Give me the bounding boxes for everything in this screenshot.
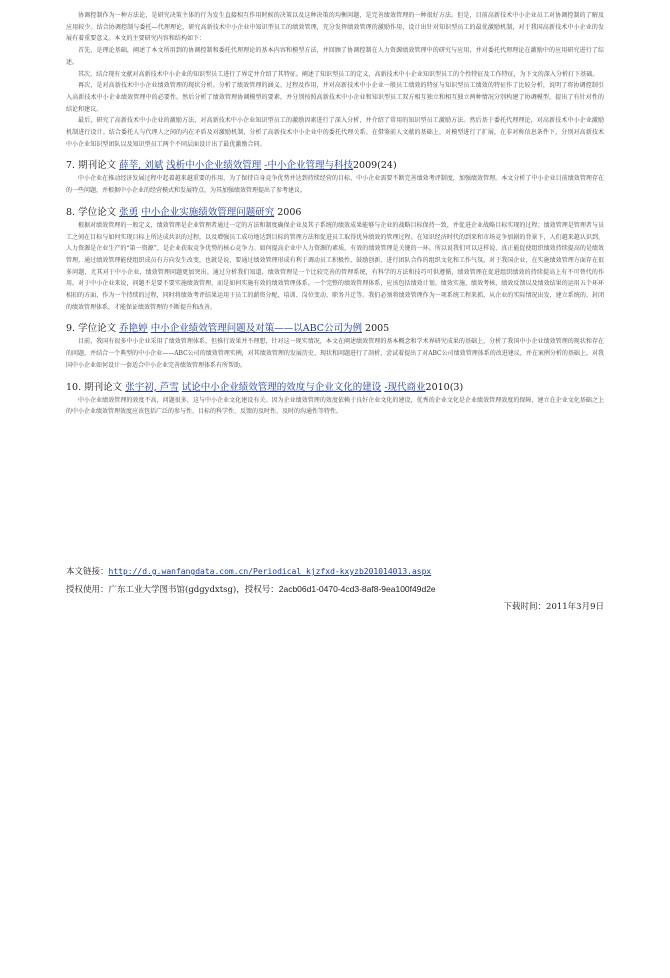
intro-paragraph: 协调控制作为一种方法论，是研究决策主体的行为发生直接相互作用时候的决策以及这种决策的均衡问题，是完善绩效管理的一种很好方法。但是，目前高新技术中小企业员工对协调控制的了解及应用较少。结合协调控制与委托—代理理论，研究高新技术中小企业中知识型员工的绩效管理，充分发挥绩效管理的激励作用，设计出针对知识型员工的最优激励机制，对于我国高新技术中小企业的发展有着重要意义。本文的主要研究内容和结构如下： (66, 12, 604, 43)
entry-type: 学位论文 (78, 206, 117, 218)
authorization-line (66, 581, 604, 599)
entry-abstract: 中小企业绩效管理的效度不高，问题很多，这与中小企业文化建设有关。因为企业绩效管理的效度依赖于良好企业文化的建设，优秀的企业文化是企业绩效管理效度的保障，建立在企业文化基础之上的中小企业绩效管理效度应该包括广泛的参与性、目标的科学性、反馈的及时性、及时的沟通性等特性。 (66, 396, 604, 416)
entry-abstract: 中小企业在推动经济发展过程中起着越来越重要的作用，为了保持自身竞争优势并达到持续经营的目标，中小企业需要不断完善绩效考评制度，加强绩效管理。本文分析了中小企业目前绩效管理存在的一些问题，并根据中小企业的经营模式和发展特点，为其加强绩效管理提出了参考建议。 (66, 175, 604, 195)
entry-source-link[interactable]: -中小企业管理与科技 (264, 160, 353, 172)
download-time-value: 2011年3月9日 (546, 602, 604, 612)
entry-type: 期刊论文 (84, 381, 123, 393)
download-time-line (66, 599, 604, 616)
intro-section (66, 10, 604, 150)
entry-title-link[interactable]: 浅析中小企业绩效管理 (166, 160, 262, 172)
reference-entry (66, 206, 604, 314)
article-link[interactable]: http://d.g.wanfangdata.com.cn/Periodical_kjzfxd-kxyzb201014013.aspx (108, 567, 432, 576)
authorization-label: 授权使用： (66, 585, 109, 595)
reference-entry (66, 381, 604, 418)
entry-abstract: 根据对绩效管理的一般定义，绩效管理是企业管理者通过一定的方法和制度确保企业及其子系统的绩效成果能够与企业的战略目标保持一致，并促进企业战略目标实现的过程；绩效管理是管理者与员工之间在目标与如何实现目标上所达成共识的过程，以及增强员工成功地达到目标的管理方法和促进员工取得优异绩效的管理过程。在知识经济时代的到来和市场竞争加剧的背景下，人们越来越认识到，人力资源是企业生产的“第一资源”，是企业获取竞争优势的核心竞争力。如何提高企业中人力资源的素质，有效的绩效管理是关键的一环。所以说我们可以这样说，真正能促使组织绩效持续提高的是绩效管理，通过绩效管理能使组织成员有方向发生改变，也就是说，要通过绩效管理形成有利于调动员工积极性、鼓励创新、进行团队合作的组织文化和工作气氛。对于我国企业，在实施绩效管理方面存在很多问题，尤其对于中小企业，绩效管理问题更加突出。通过分析我们知道，绩效管理是一个比较完善的管理系统，有科学的方法和技巧可供遵循，绩效管理在促进组织绩效的持续提高上有不可替代的作用。对于中小企业来说，问题不是要不要实施绩效管理，而是如何实施有效的绩效管理体系。一个完整的绩效管理体系，应该包括绩效计划、绩效实施、绩效考核、绩效反馈以及绩效结果的运用五个环环相扣的方面，作为一个持续的过程，同时将绩效考评结果运用于员工的薪资分配、培训、岗位变动、职务升迁等。我们必须将绩效管理作为一项系统工程来抓，从企业的实际情况出发，建立系统的、封闭的绩效管理体系，才能保证绩效管理的不断提升和改善。 (66, 221, 604, 311)
entry-heading (66, 381, 604, 394)
intro-paragraph: 其次，结合现有文献对高新技术中小企业的知识型员工进行了界定并介绍了其特征。阐述了知识型员工的定义，高新技术中小企业知识型员工的个性特征及工作特征，为下文的深入分析打下基础。 (78, 70, 599, 78)
entry-type: 期刊论文 (78, 160, 117, 172)
authorization-code: 2acb06d1-0470-4cd3-8af8-9ea100f49d2e (278, 584, 436, 594)
entry-authors-link[interactable]: 薛莘, 刘斌 (119, 160, 164, 172)
entry-title-link[interactable]: 试论中小企业绩效管理的效度与企业文化的建设 (181, 381, 382, 393)
entry-title-link[interactable]: 中小企业实施绩效管理问题研究 (141, 206, 275, 218)
entry-number: 8. (66, 206, 76, 218)
entry-authors-link[interactable]: 乔艳婷 (119, 323, 148, 335)
download-time-label: 下载时间： (503, 602, 547, 612)
entry-authors-link[interactable]: 张勇 (119, 206, 139, 218)
entry-heading (66, 159, 604, 172)
entry-heading (66, 322, 604, 335)
entry-year: 2010(3) (425, 381, 464, 393)
entry-title-link[interactable]: 中小企业绩效管理问题及对策——以ABC公司为例 (150, 323, 362, 335)
entry-type: 学位论文 (78, 323, 117, 335)
entry-heading (66, 206, 604, 219)
entry-number: 10. (66, 381, 82, 393)
entry-number: 7. (66, 160, 76, 172)
document-footer (66, 563, 604, 616)
entry-authors-link[interactable]: 张宇初, 芦雪 (125, 381, 179, 393)
entry-number: 9. (66, 323, 76, 335)
article-link-label: 本文链接： (66, 567, 109, 577)
entry-source-link[interactable]: -现代商业 (384, 381, 426, 393)
reference-entry (66, 322, 604, 371)
document-page (66, 10, 604, 418)
authorization-org: 广东工业大学图书馆(gdgydxtsg)，授权号： (108, 585, 279, 595)
article-link-line (66, 563, 604, 581)
intro-paragraph: 首先，是理论基础，阐述了本文所用到的协调控制和委托代理理论的基本内容和模型方法，并回顾了协调控制在人力资源绩效管理中的研究与应用，并对委托代理理论在激励中的应用研究进行了综述。 (66, 47, 604, 66)
reference-entry (66, 159, 604, 196)
entry-year: 2006 (277, 206, 302, 218)
entry-year: 2005 (365, 323, 390, 335)
entry-year: 2009(24) (353, 160, 397, 172)
intro-paragraph: 最后，研究了高新技术中小企业的激励方法，对高新技术中小企业知识型员工的激励因素进行了深入分析，并介绍了常用的知识型员工激励方法。然后基于委托代理理论，对高新技术中小企业激励机制进行设计。结合委托人与代理人之间的内在矛盾及对激励机制，分析了高新技术中小企业中的委托代理关系。在借鉴前人文献的基础上，对模型进行了扩展，在非对称信息条件下，分别对高新技术中小企业知识型团队以及知识型员工两个不同层面设计出了最优激励合同。 (66, 117, 604, 148)
entry-abstract: 目前，我国有很多中小企业采用了绩效管理体系，但推行效果并不理想，针对这一现实情况，本文在阐述绩效管理的基本概念和学术界研究成果的基础上，分析了我国中小企业绩效管理的现状和存在的问题，并结合一个典型的中小企业——ABC公司的绩效管理实例，对其绩效管理的发展历史、现状和问题进行了剖析，尝试着提出了对ABC公司绩效管理体系的改进建议，并在案例分析的基础上，对我国中小企业如何设计一套适合中小企业完善绩效管理体系有所帮助。 (66, 338, 604, 369)
intro-paragraph: 再次，是对高新技术中小企业绩效管理的现状分析。分析了绩效管理的涵义、过程及作用，并对高新技术中小企业一般员工绩效的特征与知识型员工绩效的特征作了比较分析，说明了将协调控制引入高新技术中小企业绩效管理中的必要性。然后分析了绩效管理协调模型的要素，并分别按照高新技术中小企业和知识型员工双方相互独立和相互独立两种情况分别构建了协调模型，提出了有针对性的结论和建议。 (66, 82, 604, 113)
